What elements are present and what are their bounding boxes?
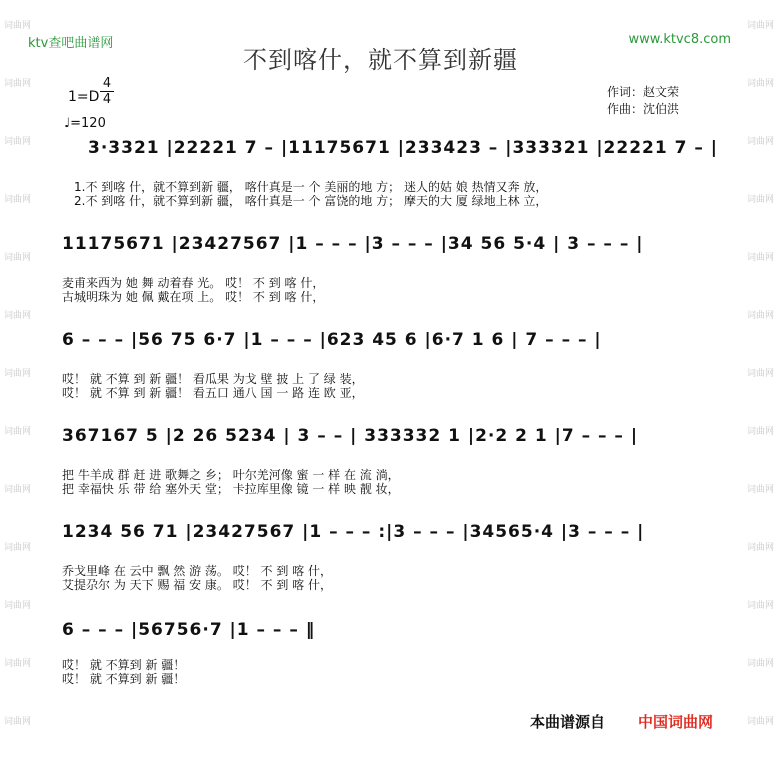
watermark-text: 词曲网: [4, 601, 32, 611]
watermark-text: 词曲网: [747, 79, 774, 89]
lyricist: 作词：赵文荣: [607, 85, 680, 99]
source-site-link[interactable]: 中国词曲网: [638, 713, 714, 731]
watermark-left: [4, 0, 32, 754]
lyric-verse-2: 哎！ 就 不算到 新 疆！: [62, 672, 186, 686]
watermark-text: 词曲网: [747, 543, 774, 553]
watermark-right: [747, 0, 774, 754]
time-signature-top: 4: [102, 76, 112, 91]
watermark-text: 词曲网: [747, 195, 774, 205]
watermark-text: 词曲网: [747, 137, 774, 147]
watermark-text: 词曲网: [4, 427, 32, 437]
notation-line: 3·3321 |22221 7 – |11175671 |233423 – |333321 |22221 7 – |: [88, 138, 718, 158]
lyric-verse-2: 哎！ 就 不算 到 新 疆！ 看五口 通八 国 一 路 连 欧 亚，: [62, 386, 364, 400]
watermark-text: 词曲网: [4, 21, 32, 31]
lyric-verse-1: 把 牛羊成 群 赶 进 歌舞之 乡； 叶尔羌河像 蜜 一 样 在 流 淌，: [62, 468, 400, 482]
notation-line: 11175671 |23427567 |1 – – – |3 – – – |34 56 5·4 | 3 – – – |: [62, 234, 644, 254]
watermark-text: 词曲网: [747, 369, 774, 379]
key-signature: 1=D: [68, 89, 100, 105]
site-name-left: ktv查吧曲谱网: [28, 36, 114, 51]
watermark-text: 词曲网: [4, 369, 32, 379]
lyric-verse-2: 2.不 到喀 什，就不算到新 疆， 喀什真是一 个 富饶的地 方； 摩天的大 厦 绿地上林 立，: [74, 194, 548, 208]
lyric-verse-1: 哎！ 就 不算 到 新 疆！ 看瓜果 为戈 壁 披 上 了 绿 装，: [62, 372, 364, 386]
site-url-right: www.ktvc8.com: [628, 32, 731, 47]
watermark-text: 词曲网: [4, 195, 32, 205]
watermark-text: 词曲网: [4, 253, 32, 263]
watermark-text: 词曲网: [747, 427, 774, 437]
notation-line: 6 – – – |56 75 6·7 |1 – – – |623 45 6 |6·7 1 6 | 7 – – – |: [62, 330, 602, 350]
watermark-text: 词曲网: [747, 311, 774, 321]
lyric-verse-2: 古城明珠为 她 佩 戴在项 上。 哎！ 不 到 喀 什，: [62, 290, 325, 304]
notation-line: 367167 5 |2 26 5234 | 3 – – | 333332 1 |2·2 2 1 |7 – – – |: [62, 426, 639, 446]
watermark-text: 词曲网: [747, 21, 774, 31]
time-signature-bottom: 4: [100, 91, 114, 107]
watermark-text: 词曲网: [747, 717, 774, 727]
notation-line: 1234 56 71 |23427567 |1 – – – :|3 – – – |34565·4 |3 – – – |: [62, 522, 645, 542]
watermark-text: 词曲网: [747, 485, 774, 495]
watermark-text: 词曲网: [4, 137, 32, 147]
lyric-verse-2: 把 幸福快 乐 带 给 塞外天 堂； 卡拉库里像 镜 一 样 映 靓 妆，: [62, 482, 400, 496]
watermark-text: 词曲网: [4, 79, 32, 89]
lyric-verse-1: 乔戈里峰 在 云中 飘 然 游 荡。 哎！ 不 到 喀 什，: [62, 564, 332, 578]
time-signature: [100, 76, 114, 107]
tempo-marking: ♩=120: [64, 116, 106, 131]
watermark-text: 词曲网: [4, 485, 32, 495]
watermark-text: 词曲网: [747, 253, 774, 263]
watermark-text: 词曲网: [4, 659, 32, 669]
watermark-text: 词曲网: [747, 659, 774, 669]
lyric-verse-1: 麦甫来西为 她 舞 动着春 光。 哎！ 不 到 喀 什，: [62, 276, 325, 290]
source-label: 本曲谱源自: [530, 713, 606, 731]
lyric-verse-1: 哎！ 就 不算到 新 疆！: [62, 658, 186, 672]
watermark-text: 词曲网: [4, 311, 32, 321]
watermark-text: 词曲网: [4, 717, 32, 727]
song-title: 不到喀什，就不算到新疆: [243, 46, 518, 74]
composer: 作曲：沈伯洪: [607, 102, 680, 116]
watermark-text: 词曲网: [747, 601, 774, 611]
notation-line: 6 – – – |56756·7 |1 – – – ‖: [62, 620, 316, 640]
lyric-verse-1: 1.不 到喀 什，就不算到新 疆， 喀什真是一 个 美丽的地 方； 迷人的姑 娘 热情又奔 放，: [74, 180, 548, 194]
watermark-text: 词曲网: [4, 543, 32, 553]
lyric-verse-2: 艾提尕尔 为 天下 赐 福 安 康。 哎！ 不 到 喀 什，: [62, 578, 332, 592]
credits: [607, 84, 679, 118]
